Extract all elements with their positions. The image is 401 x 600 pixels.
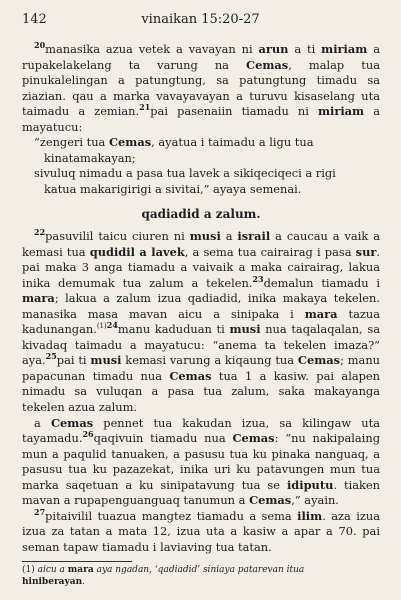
footnote-mark: (1)	[22, 565, 35, 575]
paragraph-v26: a Cemas pennet tua kakudan izua, sa kilingaw uta tayamadu.$^{26}$qaqivuin tiamadu nua Cemas: “nu nakipalaing mun a paqulid tanuaken, a pasusu tua ku pinaka nanguaq, a pasusu tua ku pazazekat, inika uri ku patavungen mun tua marka saqetuan a ku sinipatavung tua se idiputu. tiaken mavan a rupapenguanguaq tanumun a Cemas,” ayain.	[22, 415, 380, 508]
main-text	[22, 42, 380, 556]
verse-number: 27	[34, 507, 46, 518]
verse-number: 24	[106, 320, 118, 331]
verse-number: 25	[45, 351, 57, 362]
verse-number: 20	[34, 40, 46, 51]
page-number: 142	[22, 12, 47, 27]
paragraph-v20: $^{20}$manasika azua vetek a vavayan ni arun a ti miriam a rupakelakelang ta varung na Cemas, malap tua pinukalelingan a patungtung, sa patungtung timadu sa ziazian. qau a marka vavayavayan a turuvu kisaselang uta taimadu a zemian.$^{21}$pai pasenaiin tiamadu ni miriam a mayatucu:	[22, 40, 380, 134]
verse-number: 23	[252, 273, 264, 284]
verse-number: 22	[34, 227, 46, 238]
paragraph-v27: $^{27}$pitaivilil tuazua mangtez tiamadu a sema ilim. aza izua izua za tatan a mata 12, izua uta a kasiw a apar a 70. pai seman tapaw tiamadu i laviaving tua tatan.	[22, 507, 380, 554]
song-quote: “zengeri tua Cemas, ayatua i taimadu a ligu tua kinatamakayan; sivuluq nimadu a pasa tua lavek a sikiqeciqeci a rigi katua makarigirigi a sivitai,” ayaya semenai.	[34, 135, 336, 196]
verse-number: 26	[82, 429, 94, 440]
verse-number: 21	[139, 102, 151, 113]
footnote-reference[interactable]: (1)	[96, 322, 107, 331]
footnote: (1) aicu a mara aya ngadan, ‘qadiadid’ siniaya patarevan itua hiniberayan.	[22, 565, 305, 587]
footnote-divider	[22, 561, 132, 562]
paragraph-v22: $^{22}$pasuvilil taicu ciuren ni musi a israil a caucau a vaik a kemasi tua qudidil a lavek, a sema tua cairairag i pasa sur. pai maka 3 anga tiamadu a vaivaik a maka cairairag, lakua inika demumak tua zalum a tekelen.$^{23}$demalun tiamadu i mara; lakua a zalum izua qadiadid, inika makaya tekelen. manasika masa mavan aicu a sinipaka i mara tazua kadunangan.$^{(1)24}$manu kaduduan ti musi nua taqalaqalan, sa kivadaq taimadu a mayatucu: “anema ta tekelen imaza?” aya.$^{25}$pai ti musi kemasi varung a kiqaung tua Cemas; manu papacunan timadu nua Cemas tua 1 a kasiw. pai alapen nimadu sa vuluqan a pasa tua zalum, saka makayanga tekelen azua zalum.	[22, 227, 381, 415]
chapter-reference: vinaikan 15:20-27	[141, 12, 260, 27]
section-heading: qadiadid a zalum.	[141, 207, 261, 222]
